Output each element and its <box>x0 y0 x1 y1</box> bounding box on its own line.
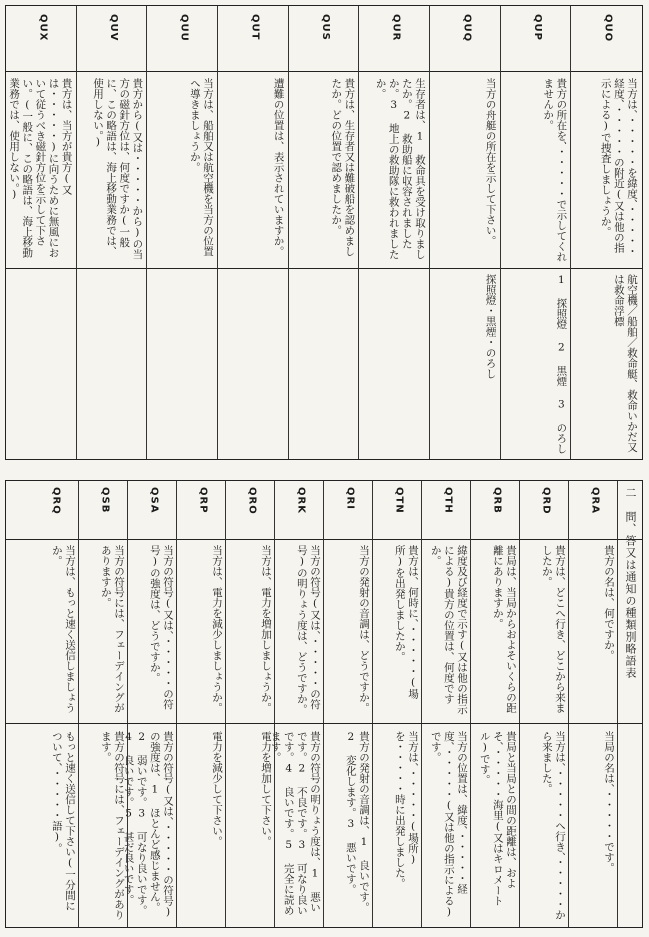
abbreviation-code: QSB <box>99 487 111 514</box>
abbreviation-code: QRP <box>197 487 209 514</box>
answer-text: 当方は、・・・・・(場所)を・・・・・時に出発しました。 <box>393 731 419 889</box>
answer-text: 貴方の符号の明りょう度は、1 悪いです。2 不良です。3 可なり良いです。4 良いです。5 完全に読めます。 <box>269 731 321 916</box>
abbreviation-code: QUQ <box>461 14 473 43</box>
abbreviation-code: QRK <box>295 487 307 514</box>
question-text: 当方は、電力を減少しましょうか。 <box>211 545 223 713</box>
abbreviation-code: QUS <box>320 14 331 41</box>
abbreviation-code: QUV <box>108 14 119 42</box>
answer-text: もっと速く送信して下さい(一分間について、・・・・・語)。 <box>50 731 76 911</box>
code-row-divider <box>6 71 642 72</box>
bottom-table <box>5 480 643 928</box>
question-text: 貴局は、当局からおよそいくらの距離にありますか。 <box>491 545 517 713</box>
question-text: 貴方は、当方が貴方(又は・・・・・)に向うために無風において従うべき磁針方位を示して下さい。(一般に、この略語は、海上移動業務では、使用しない。) <box>8 78 73 258</box>
abbreviation-code: QRI <box>344 487 356 510</box>
column-divider <box>323 481 324 927</box>
top-table <box>5 5 643 460</box>
column-divider <box>470 481 471 927</box>
abbreviation-code: QUP <box>532 14 543 41</box>
column-divider <box>127 481 128 927</box>
table-title: 二 問、答又は通知の種類別略語表 <box>624 487 637 679</box>
question-text: 貴方は、どこへ行き、どこから来ましたか。 <box>540 545 566 713</box>
abbreviation-code: QRB <box>491 487 503 514</box>
question-text: 生存者は、1 救命具を受け取りましたか。2 救助船に収容されましたか。3 地上の救助隊に救われましたか。 <box>374 78 426 260</box>
question-text: 貴方の所在を、・・・・・で示してくれませんか。 <box>542 78 568 262</box>
abbreviation-code: QUT <box>249 14 261 41</box>
abbreviation-code: QUX <box>37 14 49 42</box>
title-divider <box>617 481 618 927</box>
column-divider <box>570 6 571 459</box>
answer-text: 貴方の符号(又は、・・・・・の符号)の強度は、1 ほとんど感じません。2 弱いです。3 可なり良いです。4 良いです。5 甚だ良いです。 <box>122 731 174 918</box>
question-text: 当方は、船舶又は航空機を当方の位置へ導きましょうか。 <box>188 78 214 257</box>
answer-text: 電力を減少して下さい。 <box>211 731 223 847</box>
column-divider <box>225 481 226 927</box>
question-text: 貴方から(又は・・・・・から)の当方の磁針方位は、何度ですか(一般に、この略語は、海上移動業務では、使用しない。) <box>91 78 144 260</box>
column-divider <box>288 6 289 459</box>
question-text: 当方の発射の音調は、どうですか。 <box>358 545 370 713</box>
question-text: 当方は、・・・・・を緯度、・・・・・経度、・・・・・の附近(又は他の指示による)で捜査しましょうか。 <box>599 78 638 257</box>
question-text: 当方の舟艇の所在を示して下さい。 <box>484 78 497 246</box>
answer-text: 当方の位置は、緯度、・・・・・経度、・・・・・(又は他の指示による)です。 <box>429 731 468 918</box>
column-divider <box>421 481 422 927</box>
question-text: 貴方は、生存者又は難破船を認めましたか。どの位置で認めましたか。 <box>330 78 356 257</box>
question-text: 当方は、もっと速く送信しましょうか。 <box>50 545 76 713</box>
question-text: 緯度及び経度で示す(又は他の指示による)貴方の位置は、何度ですか。 <box>429 545 468 715</box>
abbreviation-code: QRA <box>589 487 601 514</box>
answer-text: 貴方の符号には、フェーデイングがあります。 <box>99 731 125 920</box>
column-divider <box>429 6 430 459</box>
abbreviation-code: QRQ <box>50 487 62 515</box>
options-text: 探照燈・黒煙・のろし <box>484 274 497 379</box>
question-text: 貴方は、何時に、・・・・・(場所)を出発しましたか。 <box>393 545 419 699</box>
question-text: 遭難の位置は、表示されていますか。 <box>272 78 285 257</box>
options-text: 航空機／船舶／救命艇、救命いかだ又は救命浮標 <box>612 274 638 453</box>
column-divider <box>78 481 79 927</box>
question-text: 当方の符号(又は、・・・・・の符号)の強度は、どうですか。 <box>148 545 174 710</box>
column-divider <box>76 6 77 459</box>
abbreviation-code: QRD <box>540 487 552 515</box>
middle-row-divider <box>6 268 642 269</box>
answer-text: 当局の名は、・・・・・です。 <box>603 731 615 873</box>
column-divider <box>568 481 569 927</box>
column-divider <box>217 6 218 459</box>
column-divider <box>146 6 147 459</box>
question-answer-divider <box>6 723 642 724</box>
options-text: 1 探照燈 2 黒煙 3 のろし <box>555 274 568 454</box>
column-divider <box>519 481 520 927</box>
code-row-divider <box>6 539 642 540</box>
document-page <box>5 5 643 930</box>
column-divider <box>274 481 275 927</box>
column-divider <box>372 481 373 927</box>
question-text: 貴方の名は、何ですか。 <box>603 545 615 661</box>
question-text: 当方の符号には、フェーデイングがありますか。 <box>99 545 125 713</box>
answer-text: 電力を増加して下さい。 <box>260 731 272 847</box>
answer-text: 当方は、・・・・・へ行き、・・・・・から来ました。 <box>540 731 566 920</box>
question-text: 当方の符号(又は、・・・・・の符号)の明りょう度は、どうですか。 <box>295 545 321 715</box>
column-divider <box>358 6 359 459</box>
abbreviation-code: QUU <box>178 14 190 42</box>
answer-text: 貴方の発射の音調は、1 良いです。2 変化します。3 悪いです。 <box>344 731 370 913</box>
abbreviation-code: QUR <box>390 14 402 42</box>
abbreviation-code: QRO <box>246 487 258 515</box>
question-text: 当方は、電力を増加しましょうか。 <box>260 545 272 713</box>
abbreviation-code: QUO <box>602 14 614 43</box>
abbreviation-code: QSA <box>148 487 160 514</box>
column-divider <box>500 6 501 459</box>
column-divider <box>176 481 177 927</box>
abbreviation-code: QTH <box>442 487 454 514</box>
answer-text: 貴局と当局との間の距離は、およそ、・・・・・海里(又はキロメートル)です。 <box>478 731 517 906</box>
abbreviation-code: QTN <box>393 487 405 514</box>
